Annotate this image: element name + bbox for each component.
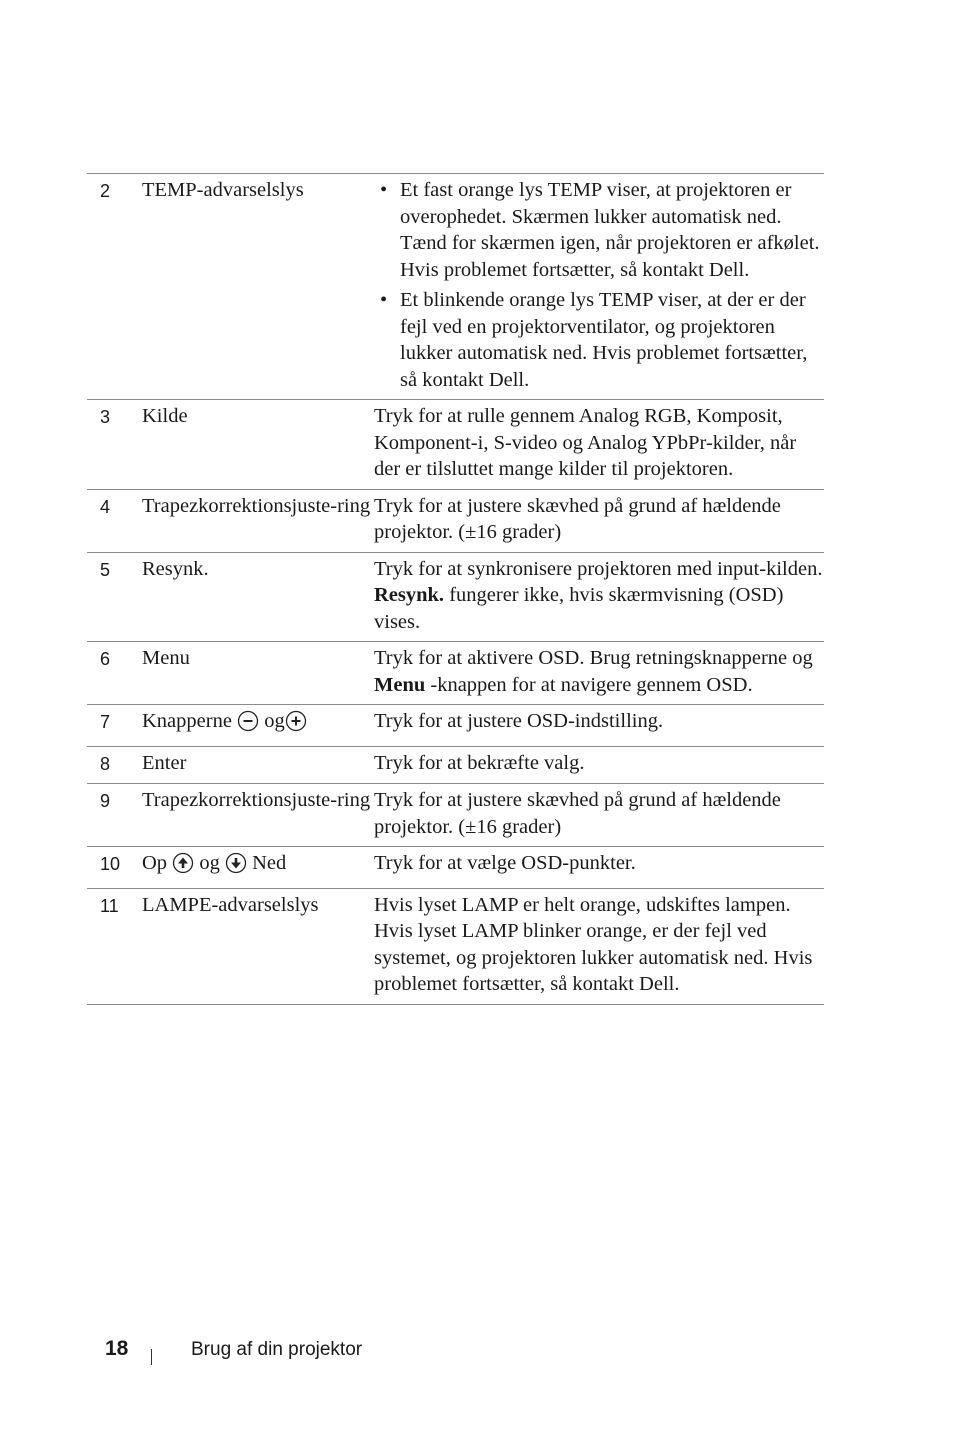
footer-divider: [151, 1349, 152, 1365]
table-row: [87, 174, 824, 400]
item-name: LAMPE-advarselslys: [142, 893, 319, 916]
description-text: fungerer ikke, hvis skærmvisning (OSD) vises.: [374, 584, 784, 633]
item-description: Tryk for at justere skævhed på grund af hældende projektor. (±16 grader): [374, 494, 781, 543]
bullet-item: • Et blinkende orange lys TEMP viser, at der er der fejl ved en projektorventilator, og projektoren lukker automatisk ned. Hvis problemet fortsætter, så kontakt Dell.: [374, 287, 824, 393]
item-number: 8: [100, 753, 111, 774]
table-row: [87, 847, 824, 889]
page-number: 18: [105, 1337, 129, 1360]
bullet-item: • Et fast orange lys TEMP viser, at projektoren er overophedet. Skærmen lukker automatisk ned. Tænd for skærmen igen, når projektoren er afkølet. Hvis problemet fortsætter, så kontakt Dell.: [374, 177, 824, 283]
item-number: 5: [100, 559, 111, 580]
item-name: Resynk.: [142, 557, 209, 580]
item-name: Enter: [142, 751, 187, 774]
table-row: [87, 705, 824, 747]
item-name-text: Ned: [252, 852, 287, 874]
item-number: 10: [100, 854, 121, 874]
table-row: [87, 889, 824, 1005]
table-row: [87, 553, 824, 643]
item-description: Tryk for at vælge OSD-punkter.: [374, 852, 636, 874]
arrow-up-icon: [172, 852, 194, 882]
item-number: 11: [100, 895, 119, 916]
table-row: [87, 747, 824, 785]
item-number: 4: [100, 496, 111, 517]
item-description: [374, 556, 824, 636]
minus-circle-icon: [237, 710, 259, 740]
item-number: 9: [100, 791, 111, 811]
plus-circle-icon: [285, 710, 307, 740]
item-description: Tryk for at rulle gennem Analog RGB, Komposit, Komponent-i, S-video og Analog YPbPr-kilder, når der er tilsluttet mange kilder til projektoren.: [374, 405, 797, 480]
item-name-text: og: [199, 852, 220, 874]
item-name: Trapezkorrektionsjuste-ring: [142, 494, 371, 517]
item-description: Tryk for at justere OSD-indstilling.: [374, 710, 664, 732]
item-description: Tryk for at justere skævhed på grund af hældende projektor. (±16 grader): [374, 789, 781, 838]
item-name: Menu: [142, 647, 190, 669]
description-text: Tryk for at aktivere OSD. Brug retningsknapperne og: [374, 647, 813, 669]
description-text: Tryk for at synkronisere projektoren med input-kilden.: [374, 557, 823, 580]
bullet-list: [374, 177, 824, 393]
table-row: [87, 400, 824, 490]
item-number: 3: [100, 407, 111, 427]
item-name-text: Knapperne: [142, 710, 232, 732]
description-bold: Menu: [374, 673, 426, 696]
item-name-text: Op: [142, 852, 168, 874]
item-name: [142, 708, 374, 740]
item-name: Kilde: [142, 405, 188, 427]
item-name: TEMP-advarselslys: [142, 179, 304, 201]
table-row: [87, 490, 824, 553]
table-row: [87, 784, 824, 847]
item-description: Tryk for at bekræfte valg.: [374, 751, 585, 774]
item-description: Hvis lyset LAMP er helt orange, udskiftes lampen. Hvis lyset LAMP blinker orange, er der fejl ved systemet, og projektoren lukker automatisk ned. Hvis problemet fortsætter, så kontakt Dell.: [374, 893, 813, 995]
item-name-text: og: [264, 710, 285, 732]
table-row: [87, 642, 824, 705]
description-text: -knappen for at navigere gennem OSD.: [430, 673, 753, 696]
arrow-down-icon: [225, 852, 247, 882]
chapter-title: Brug af din projektor: [191, 1339, 363, 1360]
button-description-table: [87, 173, 824, 1005]
item-name: [142, 850, 374, 882]
item-name: Trapezkorrektionsjuste-ring: [142, 789, 371, 811]
item-number: 7: [100, 712, 111, 732]
item-description: [374, 177, 824, 393]
description-bold: Resynk.: [374, 584, 445, 606]
item-number: 6: [100, 649, 111, 669]
item-number: 2: [100, 181, 111, 201]
item-description: [374, 645, 824, 698]
